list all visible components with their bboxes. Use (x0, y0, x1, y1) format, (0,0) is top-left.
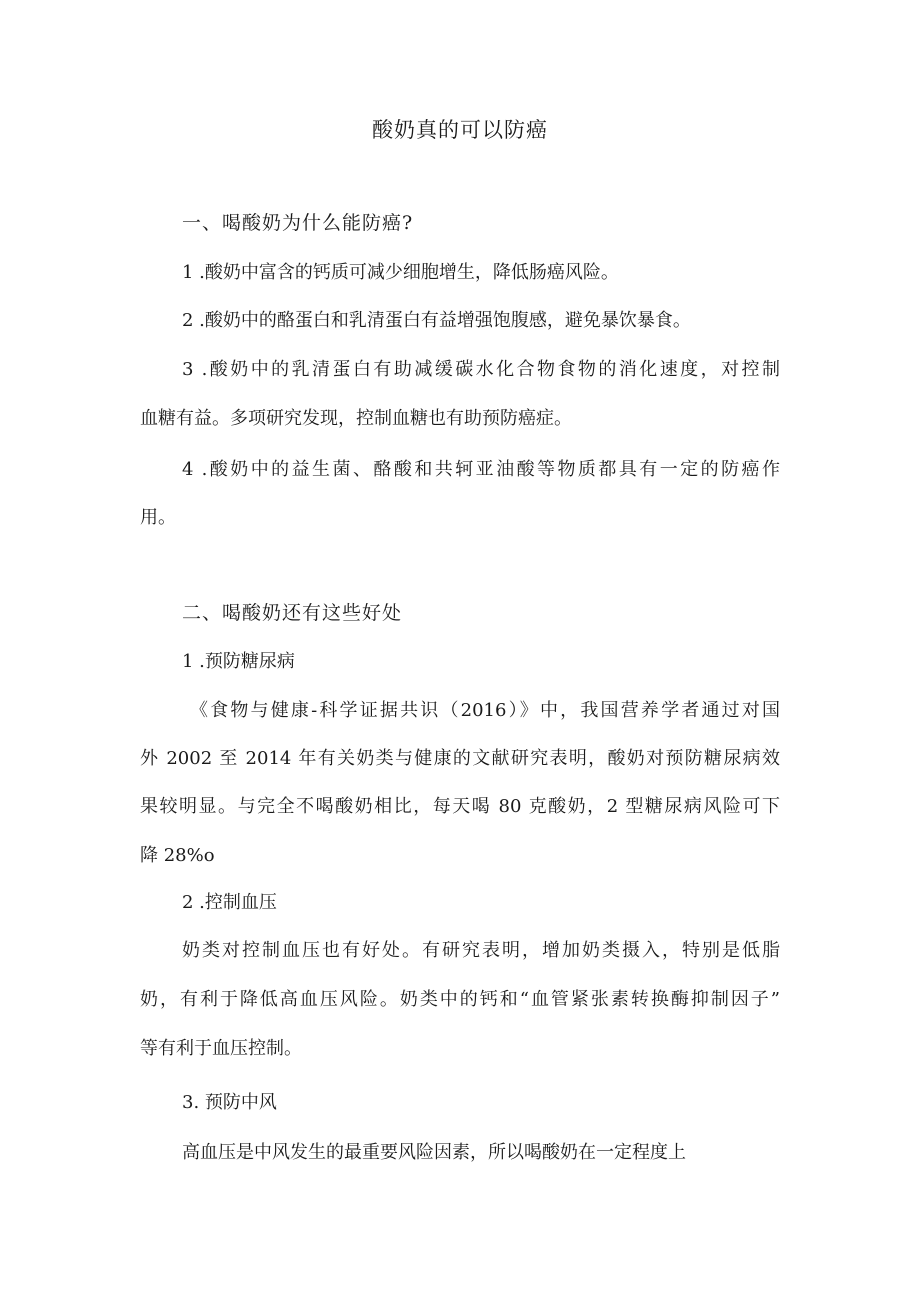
section1-item-4-line-1: 4 .酸奶中的益生菌、酪酸和共轲亚油酸等物质都具有一定的防癌作 (182, 459, 780, 480)
section2-subheading-3: 3. 预防中风 (182, 1092, 277, 1113)
section2-subheading-1: 1 .预防糖尿病 (182, 651, 295, 672)
section1-item-3-line-2: 血糖有益。多项研究发现，控制血糖也有助预防癌症。 (140, 408, 572, 429)
section1-item-1: 1 .酸奶中富含的钙质可减少细胞增生，降低肠癌风险。 (182, 262, 619, 283)
section2-para-1-line-4: 降 28%o (140, 845, 215, 866)
section-heading-2: 二、喝酸奶还有这些好处 (182, 602, 403, 624)
page-title: 酸奶真的可以防癌 (372, 118, 548, 142)
section1-item-2: 2 .酸奶中的酪蛋白和乳清蛋白有益增强饱腹感，避免暴饮暴食。 (182, 310, 691, 331)
section2-para-3-line-1: 高血压是中风发生的最重要风险因素，所以喝酸奶在一定程度上 (182, 1142, 686, 1163)
section2-para-2-line-3: 等有利于血压控制。 (140, 1038, 302, 1059)
section2-para-1-line-2: 外 2002 至 2014 年有关奶类与健康的文献研究表明，酸奶对预防糖尿病效 (140, 748, 780, 769)
section1-item-4-line-2: 用。 (140, 507, 176, 528)
section2-para-1-line-1: 《食物与健康-科学证据共识（2016）》中，我国营养学者通过对国 (190, 700, 780, 721)
section1-item-3-line-1: 3 .酸奶中的乳清蛋白有助减缓碳水化合物食物的消化速度，对控制 (182, 359, 780, 380)
section2-para-2-line-1: 奶类对控制血压也有好处。有研究表明，增加奶类摄入，特别是低脂 (182, 940, 780, 961)
section2-subheading-2: 2 .控制血压 (182, 892, 277, 913)
section2-para-2-line-2: 奶，有利于降低高血压风险。奶类中的钙和“血管紧张素转换酶抑制因子” (140, 989, 780, 1010)
section2-para-1-line-3: 果较明显。与完全不喝酸奶相比，每天喝 80 克酸奶，2 型糖尿病风险可下 (140, 796, 780, 817)
section-heading-1: 一、喝酸奶为什么能防癌? (182, 212, 414, 234)
